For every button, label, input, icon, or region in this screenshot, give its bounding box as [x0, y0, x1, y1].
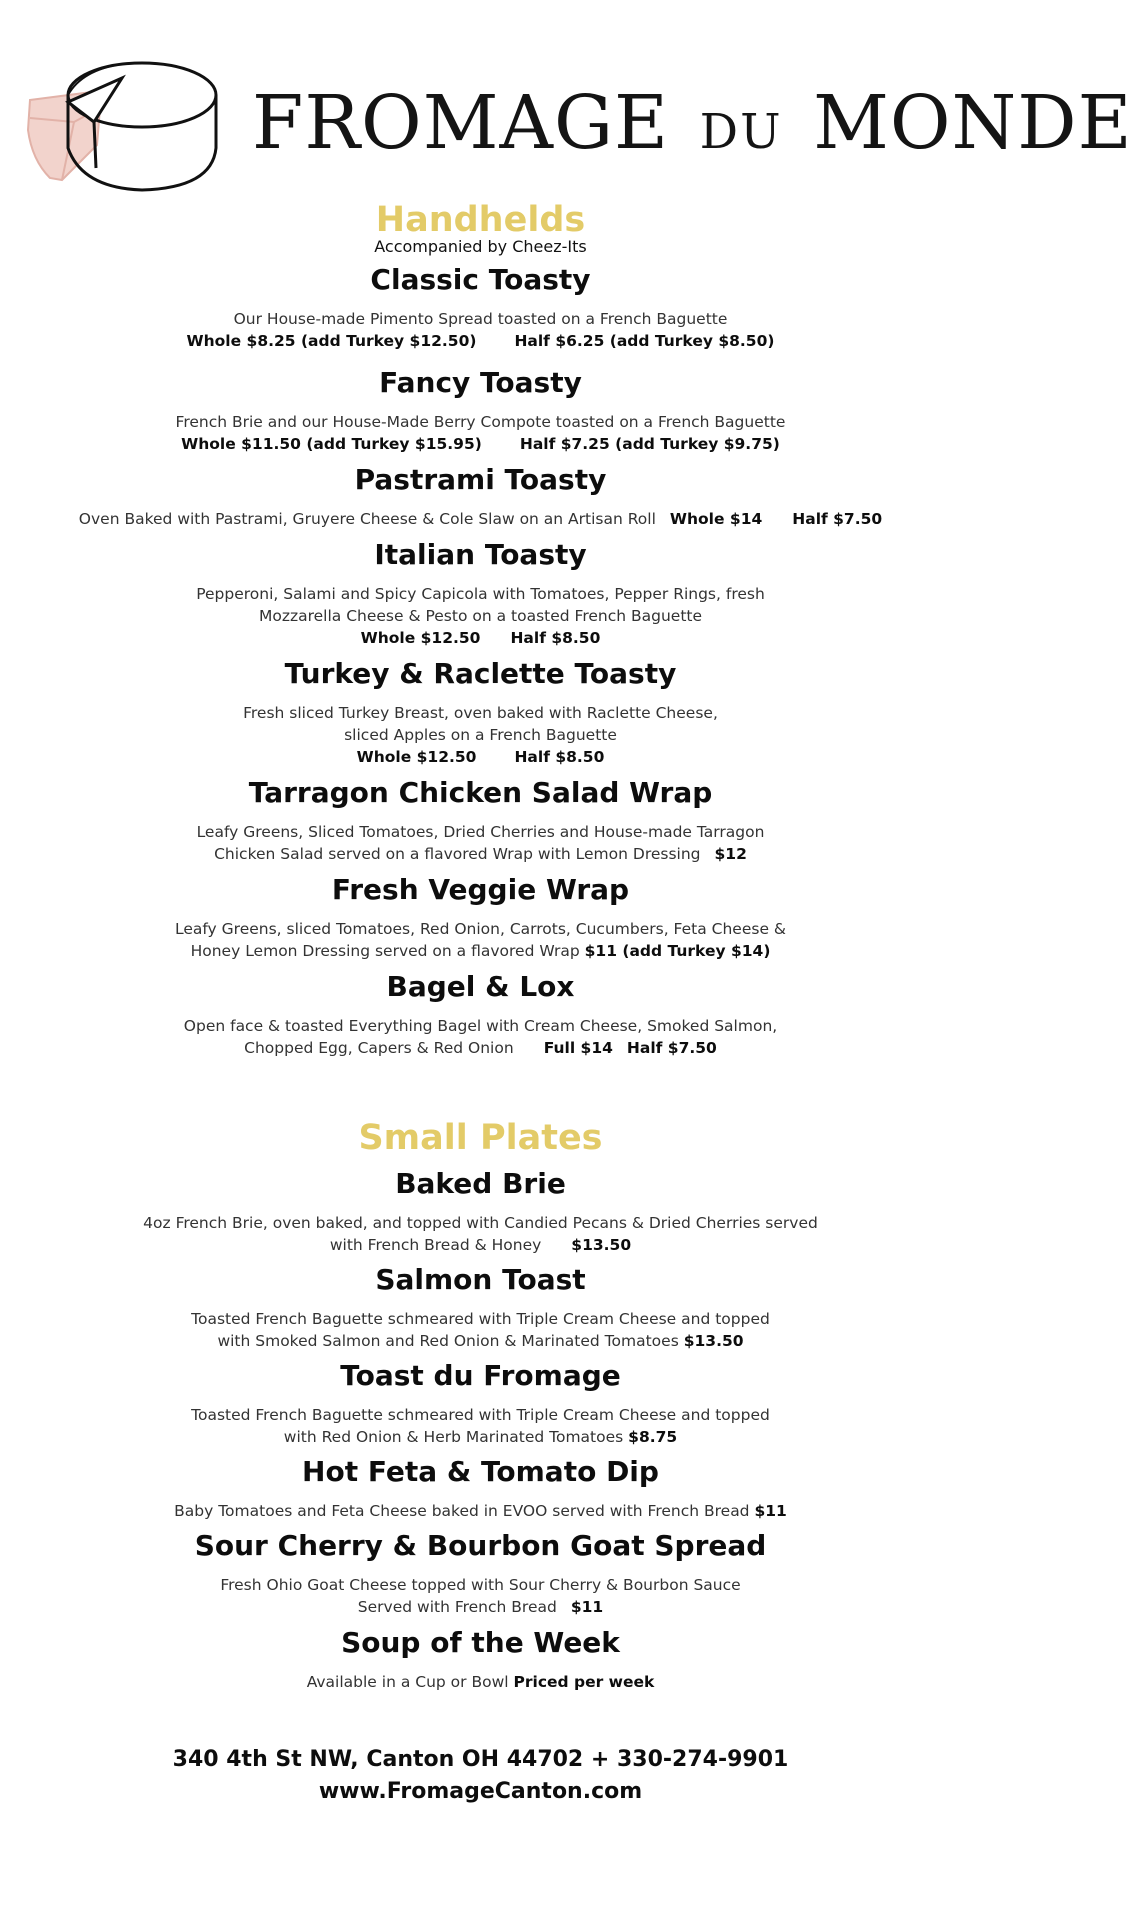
item-description	[40, 821, 921, 865]
item-description	[40, 583, 921, 649]
price: $12	[714, 845, 747, 863]
cheese-wheel-icon	[22, 50, 222, 200]
price-full: Full $14	[543, 1039, 613, 1057]
item-name: Salmon Toast	[375, 1263, 586, 1296]
item-name: Turkey & Raclette Toasty	[284, 657, 677, 690]
desc-line: Toasted French Baguette schmeared with Triple Cream Cheese and topped	[191, 1406, 770, 1424]
desc-text: Served with French Bread	[357, 1598, 557, 1616]
desc-text: with Smoked Salmon and Red Onion & Marinated Tomatoes	[217, 1332, 679, 1350]
handhelds-subtitle: Accompanied by Cheez-Its	[374, 237, 587, 256]
price-whole: Whole $11.50 (add Turkey $15.95)	[181, 435, 482, 453]
item-name: Fancy Toasty	[379, 366, 582, 399]
menu-item-turkey-raclette-toasty	[40, 656, 921, 768]
desc-line	[40, 940, 921, 962]
desc-line	[40, 1234, 921, 1256]
desc-line: Mozzarella Cheese & Pesto on a toasted French Baguette	[258, 607, 703, 625]
desc-line	[40, 843, 921, 865]
item-name: Fresh Veggie Wrap	[331, 873, 630, 906]
menu-item-baked-brie	[40, 1166, 921, 1256]
price: $13.50	[683, 1332, 744, 1350]
logo-header	[0, 0, 1133, 200]
desc-line	[40, 1037, 921, 1059]
item-description	[40, 1015, 921, 1059]
menu-item-hot-feta-tomato-dip	[40, 1454, 921, 1522]
brand-name	[252, 78, 1133, 177]
item-description	[40, 308, 921, 352]
desc-line: Pepperoni, Salami and Spicy Capicola with Tomatoes, Pepper Rings, fresh	[196, 585, 765, 603]
item-description	[40, 1574, 921, 1618]
menu-item-toast-du-fromage	[40, 1358, 921, 1448]
item-name: Pastrami Toasty	[354, 463, 607, 496]
price-line	[40, 746, 921, 768]
item-description	[40, 508, 921, 530]
menu-item-salmon-toast	[40, 1262, 921, 1352]
desc-line: sliced Apples on a French Baguette	[344, 726, 617, 744]
desc-text: Chicken Salad served on a flavored Wrap with Lemon Dressing	[214, 845, 701, 863]
desc-line: Toasted French Baguette schmeared with Triple Cream Cheese and topped	[191, 1310, 770, 1328]
desc-line	[40, 1330, 921, 1352]
item-description	[40, 1308, 921, 1352]
menu-item-sour-cherry-bourbon-goat-spread	[40, 1528, 921, 1618]
item-description	[40, 1671, 921, 1693]
menu-item-soup-of-the-week	[40, 1625, 921, 1693]
price: Priced per week	[513, 1673, 655, 1691]
item-name: Sour Cherry & Bourbon Goat Spread	[194, 1529, 767, 1562]
menu-item-classic-toasty	[40, 262, 921, 352]
price-whole: Whole $8.25 (add Turkey $12.50)	[186, 332, 477, 350]
footer-website[interactable]: www.FromageCanton.com	[318, 1779, 643, 1804]
menu-item-pastrami-toasty	[40, 462, 921, 530]
desc-line	[40, 508, 921, 530]
item-name: Bagel & Lox	[386, 970, 575, 1003]
desc-text: with Red Onion & Herb Marinated Tomatoes	[283, 1428, 624, 1446]
menu-item-fancy-toasty	[40, 365, 921, 455]
price: $13.50	[571, 1236, 632, 1254]
item-name: Baked Brie	[395, 1167, 566, 1200]
item-name: Classic Toasty	[370, 263, 591, 296]
small-plates-title: Small Plates	[358, 1118, 603, 1158]
desc-line: 4oz French Brie, oven baked, and topped with Candied Pecans & Dried Cherries served	[143, 1214, 818, 1232]
price: $11	[570, 1598, 604, 1616]
price-half: Half $6.25 (add Turkey $8.50)	[514, 332, 775, 350]
desc-line: Leafy Greens, sliced Tomatoes, Red Onion, Carrots, Cucumbers, Feta Cheese &	[174, 920, 787, 938]
desc-line	[40, 1671, 921, 1693]
price-whole: Whole $14	[669, 510, 763, 528]
item-description	[40, 1404, 921, 1448]
handhelds-title: Handhelds	[375, 200, 586, 240]
item-name: Toast du Fromage	[340, 1359, 621, 1392]
desc-line: Our House-made Pimento Spread toasted on a French Baguette	[233, 310, 728, 328]
desc-line: Fresh Ohio Goat Cheese topped with Sour Cherry & Bourbon Sauce	[220, 1576, 741, 1594]
brand-name-part3: MONDE	[813, 80, 1133, 166]
desc-line	[40, 1426, 921, 1448]
desc-text: Honey Lemon Dressing served on a flavored Wrap	[190, 942, 580, 960]
price-whole: Whole $12.50	[360, 629, 481, 647]
price: $11	[754, 1502, 787, 1520]
price-line	[40, 330, 921, 352]
item-name: Italian Toasty	[374, 538, 587, 571]
price-half: Half $8.50	[510, 629, 601, 647]
price-half: Half $7.25 (add Turkey $9.75)	[519, 435, 780, 453]
item-name: Tarragon Chicken Salad Wrap	[248, 776, 713, 809]
desc-text: Available in a Cup or Bowl	[306, 1673, 509, 1691]
price: $11 (add Turkey $14)	[584, 942, 771, 960]
menu-item-bagel-lox	[40, 969, 921, 1059]
price-half: Half $8.50	[514, 748, 605, 766]
item-description	[40, 1212, 921, 1256]
desc-text: Baby Tomatoes and Feta Cheese baked in EVOO served with French Bread	[174, 1502, 750, 1520]
desc-text: Oven Baked with Pastrami, Gruyere Cheese & Cole Slaw on an Artisan Roll	[78, 510, 656, 528]
menu-item-italian-toasty	[40, 537, 921, 649]
desc-text: with French Bread & Honey	[329, 1236, 542, 1254]
item-name: Soup of the Week	[341, 1626, 620, 1659]
desc-line: Leafy Greens, Sliced Tomatoes, Dried Cherries and House-made Tarragon	[196, 823, 765, 841]
desc-line	[40, 1596, 921, 1618]
desc-line: Open face & toasted Everything Bagel with Cream Cheese, Smoked Salmon,	[183, 1017, 778, 1035]
item-description	[40, 1500, 921, 1522]
desc-text: Chopped Egg, Capers & Red Onion	[244, 1039, 514, 1057]
price: $8.75	[628, 1428, 678, 1446]
item-description	[40, 411, 921, 455]
brand-name-part2: DU	[699, 104, 783, 160]
price-half: Half $7.50	[626, 1039, 717, 1057]
menu-item-fresh-veggie-wrap	[40, 872, 921, 962]
price-line	[40, 627, 921, 649]
desc-line: French Brie and our House-Made Berry Compote toasted on a French Baguette	[175, 413, 786, 431]
item-description	[40, 918, 921, 962]
footer-address: 340 4th St NW, Canton OH 44702 + 330-274-9901	[172, 1747, 789, 1772]
price-half: Half $7.50	[792, 510, 883, 528]
price-line	[40, 433, 921, 455]
brand-name-part1: FROMAGE	[252, 80, 670, 166]
price-whole: Whole $12.50	[356, 748, 477, 766]
menu-item-tarragon-chicken-salad-wrap	[40, 775, 921, 865]
item-description	[40, 702, 921, 768]
desc-line: Fresh sliced Turkey Breast, oven baked with Raclette Cheese,	[243, 704, 718, 722]
desc-line	[40, 1500, 921, 1522]
item-name: Hot Feta & Tomato Dip	[302, 1455, 659, 1488]
